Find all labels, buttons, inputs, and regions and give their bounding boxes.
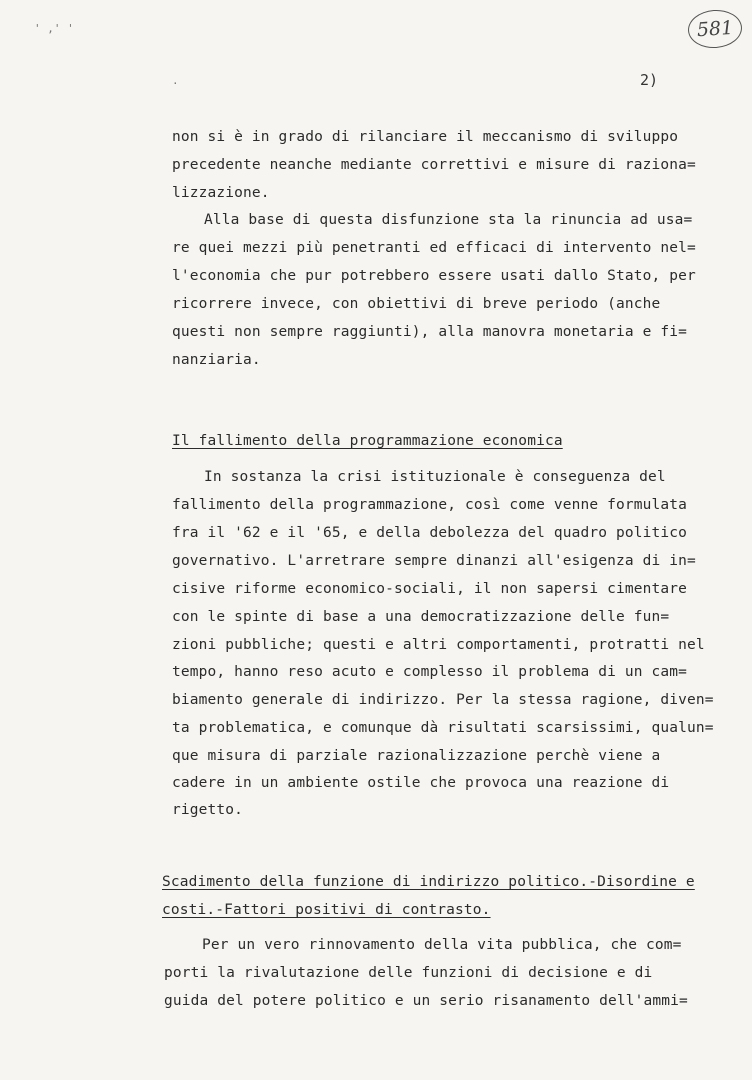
section-heading: Il fallimento della programmazione economica — [172, 433, 563, 449]
text-line: cadere in un ambiente ostile che provoca una reazione di — [172, 775, 670, 791]
text-line: questi non sempre raggiunti), alla manovra monetaria e fi= — [172, 324, 688, 340]
scan-mark: . — [172, 74, 179, 87]
text-line: fallimento della programmazione, così come venne formulata — [172, 497, 688, 513]
section-heading: Scadimento della funzione di indirizzo politico.-Disordine e — [162, 874, 695, 890]
text-line: rigetto. — [172, 802, 244, 818]
text-line: zioni pubbliche; questi e altri comportamenti, protratti nel — [172, 637, 705, 653]
text-line: In sostanza la crisi istituzionale è conseguenza del — [204, 469, 666, 485]
text-line: fra il '62 e il '65, e della debolezza del quadro politico — [172, 525, 688, 541]
text-line: porti la rivalutazione delle funzioni di decisione e di — [164, 965, 653, 981]
text-line: lizzazione. — [172, 185, 270, 201]
text-line: ricorrere invece, con obiettivi di breve periodo (anche — [172, 296, 661, 312]
page-number: 2) — [640, 71, 659, 89]
text-line: non si è in grado di rilanciare il meccanismo di sviluppo — [172, 129, 679, 145]
section-heading: costi.-Fattori positivi di contrasto. — [162, 902, 491, 918]
text-line: Per un vero rinnovamento della vita pubblica, che com= — [202, 937, 682, 953]
text-line: con le spinte di base a una democratizzazione delle fun= — [172, 609, 670, 625]
text-line: cisive riforme economico-sociali, il non sapersi cimentare — [172, 581, 688, 597]
scan-mark: ' ,' ' — [34, 22, 74, 35]
text-line: Alla base di questa disfunzione sta la rinuncia ad usa= — [204, 212, 693, 228]
text-line: l'economia che pur potrebbero essere usati dallo Stato, per — [172, 268, 696, 284]
text-line: nanziaria. — [172, 352, 261, 368]
text-line: tempo, hanno reso acuto e complesso il problema di un cam= — [172, 664, 688, 680]
text-line: re quei mezzi più penetranti ed efficaci di intervento nel= — [172, 240, 696, 256]
text-line: que misura di parziale razionalizzazione perchè viene a — [172, 748, 661, 764]
archive-stamp: 581 — [687, 8, 744, 50]
text-line: guida del potere politico e un serio risanamento dell'ammi= — [164, 993, 688, 1009]
text-line: biamento generale di indirizzo. Per la stessa ragione, diven= — [172, 692, 714, 708]
text-line: governativo. L'arretrare sempre dinanzi all'esigenza di in= — [172, 553, 696, 569]
text-line: precedente neanche mediante correttivi e misure di raziona= — [172, 157, 696, 173]
text-line: ta problematica, e comunque dà risultati scarsissimi, qualun= — [172, 720, 714, 736]
